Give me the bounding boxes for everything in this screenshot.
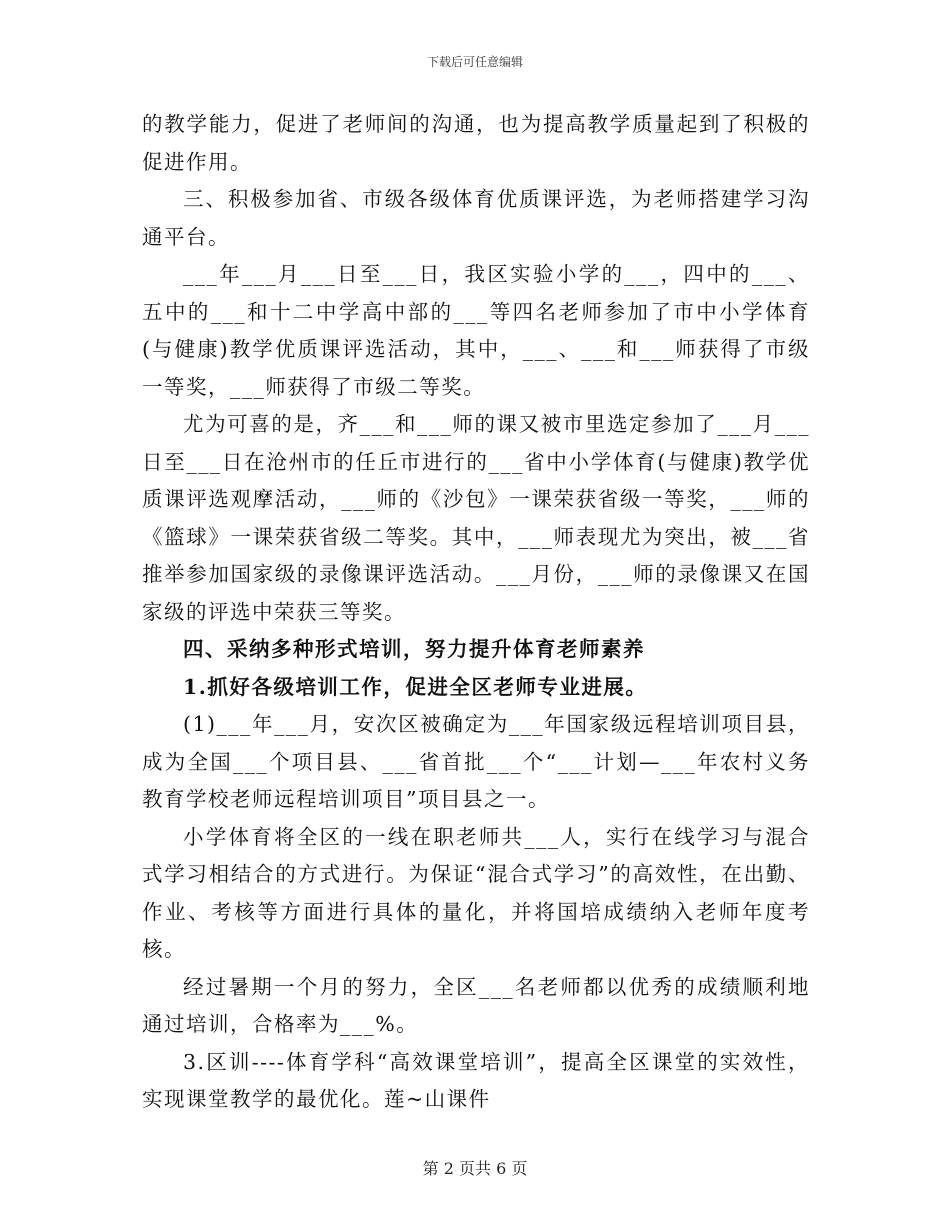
paragraph-province-awards: 尤为可喜的是，齐___和___师的课又被市里选定参加了___月___日至___日在沧州市的任丘市进行的___省中小学体育(与健康)教学优质课评选观摩活动，___师的《沙包》一课荣获省级一等奖，___师的《篮球》一课荣获省级二等奖。其中，___师表现尤为突出，被___省推举参加国家级的录像课评选活动。___月份，___师的录像课又在国家级的评选中荣获三等奖。 [142, 412, 810, 624]
page-header-note: 下载后可任意编辑 [426, 55, 523, 69]
paragraph-pass-rate: 经过暑期一个月的努力，全区___名老师都以优秀的成绩顺利地通过培训，合格率为___%。 [142, 974, 810, 1036]
page-number: 第 2 页共 6 页 [422, 1159, 528, 1178]
paragraph-city-awards: ___年___月___日至___日，我区实验小学的___，四中的___、五中的___和十二中学高中部的___等四名老师参加了市中小学体育(与健康)教学优质课评选活动，其中，___、___和___师获得了市级一等奖，___师获得了市级二等奖。 [142, 262, 810, 399]
section-heading-four: 四、采纳多种形式培训，努力提升体育老师素养 [183, 637, 645, 661]
section-heading-three: 三、积极参加省、市级各级体育优质课评选，为老师搭建学习沟通平台。 [142, 187, 810, 249]
paragraph-continuation: 的教学能力，促进了老师间的沟通，也为提高教学质量起到了积极的促进作用。 [142, 112, 810, 174]
paragraph-district-training: 3.区训----体育学科“高效课堂培训”，提高全区课堂的实效性，实现课堂教学的最优化。莲~山课件 [142, 1049, 810, 1111]
paragraph-remote-training: (1)___年___月，安次区被确定为___年国家级远程培训项目县，成为全国___个项目县、___省首批___个“___计划—___年农村义务教育学校老师远程培训项目”项目县之一。 [142, 712, 810, 811]
document-body [142, 106, 810, 1119]
subheading-training: 1.抓好各级培训工作，促进全区老师专业进展。 [183, 674, 648, 699]
paragraph-blended-learning: 小学体育将全区的一线在职老师共___人，实行在线学习与混合式学习相结合的方式进行。为保证“混合式学习”的高效性，在出勤、作业、考核等方面进行具体的量化，并将国培成绩纳入老师年度考核。 [142, 824, 810, 961]
